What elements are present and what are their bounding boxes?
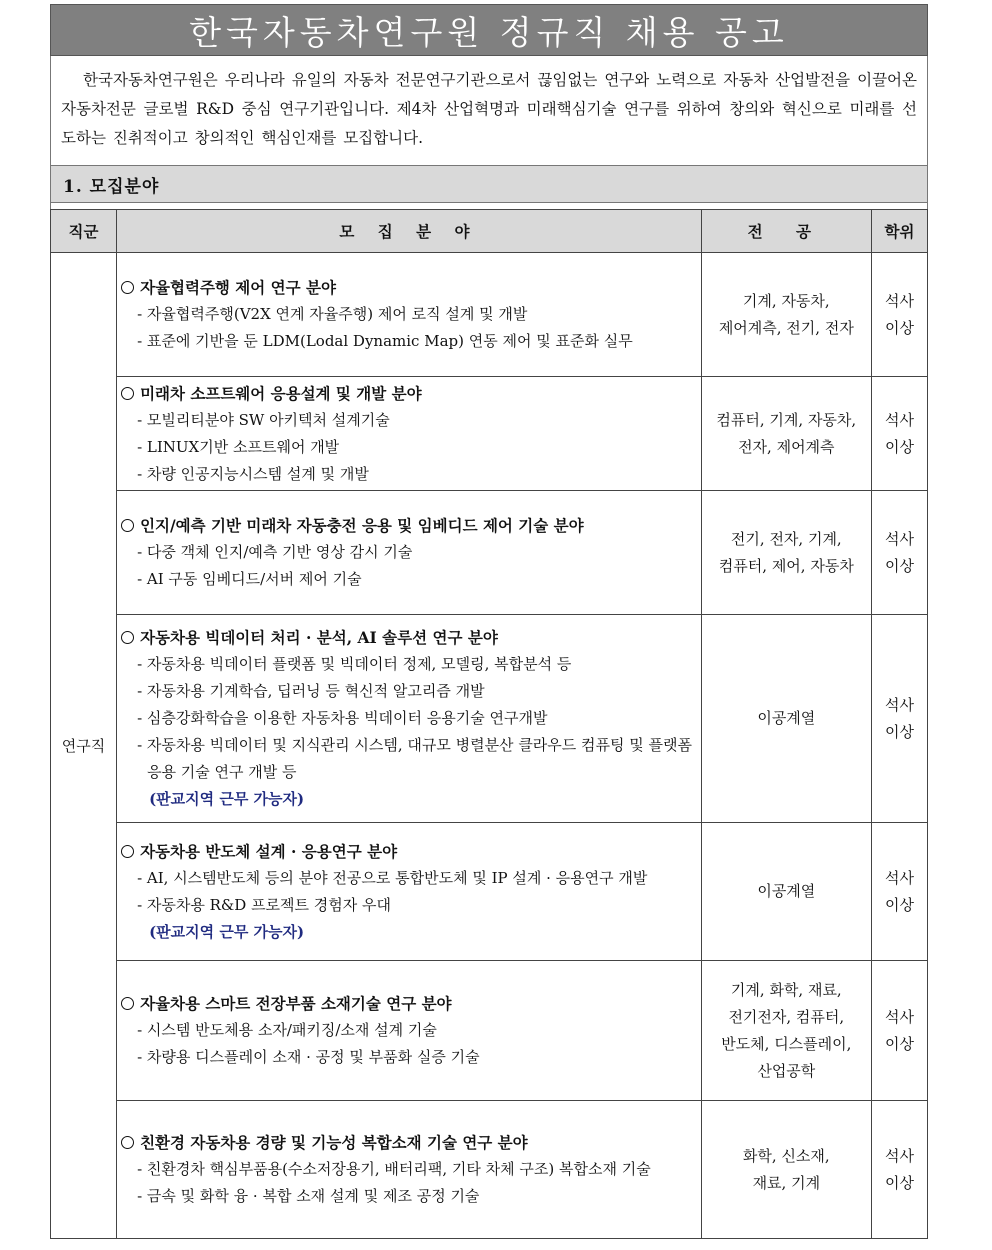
field-item: - 모빌리티분야 SW 아키텍처 설계기술 [137,410,390,429]
field-title-text: 인지/예측 기반 미래차 자동충전 응용 및 임베디드 제어 기술 분야 [140,516,584,535]
field-title-text: 친환경 자동차용 경량 및 기능성 복합소재 기술 연구 분야 [140,1133,528,1152]
degree-line: 석사 [884,1007,914,1026]
degree-line: 이상 [884,895,914,914]
circle-bullet-icon [121,519,134,532]
major-cell [701,615,871,823]
circle-bullet-icon [121,997,134,1010]
field-item: - AI 구동 임베디드/서버 제어 기술 [137,570,362,588]
degree-cell [871,823,927,961]
page-title: 한국자동차연구원 정규직 채용 공고 [189,12,789,52]
table-row [51,961,928,1101]
recruitment-notice [50,4,928,1239]
major-line: 기계, 자동차, [742,291,830,310]
major-cell [701,491,871,615]
section-heading [50,165,928,203]
major-line: 화학, 신소재, [742,1146,830,1165]
field-title-text: 자율협력주행 제어 연구 분야 [140,278,336,297]
table-row [51,823,928,961]
degree-line: 이상 [884,722,914,741]
field-item: - 금속 및 화학 융 · 복합 소재 설계 및 제조 공정 기술 [137,1187,480,1205]
field-title-text: 미래차 소프트웨어 응용설계 및 개발 분야 [140,383,422,403]
field-item: - 친환경차 핵심부품용(수소저장용기, 배터리팩, 기타 차체 구조) 복합소재 기술 [137,1160,651,1178]
field-cell [117,961,702,1101]
degree-cell [871,491,927,615]
circle-bullet-icon [121,631,134,644]
degree-cell [871,377,927,491]
location-note: (판교지역 근무 가능자) [149,790,305,808]
title-bar [50,4,928,56]
degree-line: 석사 [884,529,914,548]
major-line: 제어계측, 전기, 전자 [718,318,854,337]
major-line: 컴퓨터, 제어, 자동차 [718,556,854,575]
major-cell [701,1101,871,1239]
table-row [51,491,928,615]
degree-line: 석사 [884,410,914,429]
circle-bullet-icon [121,281,134,294]
major-cell [701,823,871,961]
field-title [121,624,697,651]
field-title [121,512,697,539]
field-item: - 자동차용 빅데이터 플랫폼 및 빅데이터 정제, 모델링, 복합분석 등 [137,655,572,673]
field-item: - 자동차용 빅데이터 및 지식관리 시스템, 대규모 병렬분산 클라우드 컴퓨팅 및 플랫폼 응용 기술 연구 개발 등 [137,736,693,781]
field-item: - LINUX기반 소프트웨어 개발 [137,437,340,456]
major-line: 이공계열 [757,882,816,900]
header-degree: 학위 [871,210,927,253]
job-group-cell: 연구직 [51,253,117,1239]
major-cell [701,253,871,377]
degree-line: 석사 [884,695,914,714]
field-cell [117,377,702,491]
intro-paragraph: 한국자동차연구원은 우리나라 유일의 자동차 전문연구기관으로서 끊임없는 연구와 노력으로 자동차 산업발전을 이끌어온 자동차전문 글로벌 R&D 중심 연구기관입니다. 제4차 산업혁명과 미래핵심기술 연구를 위하여 창의와 혁신으로 미래를 선도하는 진취적이고 창의적인 핵심인재를 모집합니다. [50,56,928,165]
table-row [51,253,928,377]
field-item: - 자동차용 R&D 프로젝트 경험자 우대 [137,895,392,914]
field-item: - 자동차용 기계학습, 딥러닝 등 혁신적 알고리즘 개발 [137,682,485,700]
major-line: 기계, 화학, 재료, [730,980,842,999]
field-title [121,990,697,1017]
degree-cell [871,1101,927,1239]
major-line: 컴퓨터, 기계, 자동차, [716,410,857,429]
header-job-group: 직군 [51,210,117,253]
degree-line: 이상 [884,437,914,456]
degree-cell [871,253,927,377]
field-item: - 시스템 반도체용 소자/패키징/소재 설계 기술 [137,1021,437,1039]
major-line: 재료, 기계 [752,1173,821,1192]
circle-bullet-icon [121,845,134,858]
field-item: - 표준에 기반을 둔 LDM(Lodal Dynamic Map) 연동 제어 및 표준화 실무 [137,332,633,350]
table-header-row [51,210,928,253]
major-line: 전기전자, 컴퓨터, [728,1007,845,1026]
header-major: 전 공 [701,210,871,253]
table-row [51,1101,928,1239]
field-cell [117,823,702,961]
field-item: - 심층강화학습을 이용한 자동차용 빅데이터 응용기술 연구개발 [137,709,548,727]
section-title: 1. 모집분야 [63,176,160,197]
degree-line: 석사 [884,291,914,310]
field-title-text: 자율차용 스마트 전장부품 소재기술 연구 분야 [140,994,452,1013]
location-note: (판교지역 근무 가능자) [149,922,305,941]
field-cell [117,253,702,377]
field-title-text: 자동차용 반도체 설계 · 응용연구 분야 [140,841,398,861]
major-line: 전자, 제어계측 [738,437,835,456]
major-cell [701,377,871,491]
degree-line: 이상 [884,1034,914,1053]
table-row [51,377,928,491]
table-row [51,615,928,823]
field-title [121,1129,697,1156]
major-cell [701,961,871,1101]
recruitment-table [50,209,928,1239]
field-item: - 자율협력주행(V2X 연계 자율주행) 제어 로직 설계 및 개발 [137,305,528,323]
circle-bullet-icon [121,387,134,400]
field-title [121,274,697,301]
field-cell [117,615,702,823]
header-field: 모 집 분 야 [117,210,702,253]
degree-cell [871,615,927,823]
field-item: - 차량 인공지능시스템 설계 및 개발 [137,464,369,483]
circle-bullet-icon [121,1136,134,1149]
field-title-text: 자동차용 빅데이터 처리 · 분석, AI 솔루션 연구 분야 [140,628,498,647]
field-cell [117,491,702,615]
degree-line: 석사 [884,868,914,887]
field-cell [117,1101,702,1239]
field-item: - 다중 객체 인지/예측 기반 영상 감시 기술 [137,543,413,561]
field-item: - 차량용 디스플레이 소재 · 공정 및 부품화 실증 기술 [137,1048,480,1066]
degree-cell [871,961,927,1101]
degree-line: 이상 [884,556,914,575]
degree-line: 석사 [884,1146,914,1165]
major-line: 전기, 전자, 기계, [730,529,842,548]
degree-line: 이상 [884,1173,914,1192]
field-title [121,380,697,407]
field-title [121,838,697,865]
major-line: 산업공학 [757,1061,816,1080]
major-line: 반도체, 디스플레이, [721,1034,852,1053]
degree-line: 이상 [884,318,914,337]
major-line: 이공계열 [757,709,816,727]
field-item: - AI, 시스템반도체 등의 분야 전공으로 통합반도체 및 IP 설계 · 응용연구 개발 [137,868,648,887]
